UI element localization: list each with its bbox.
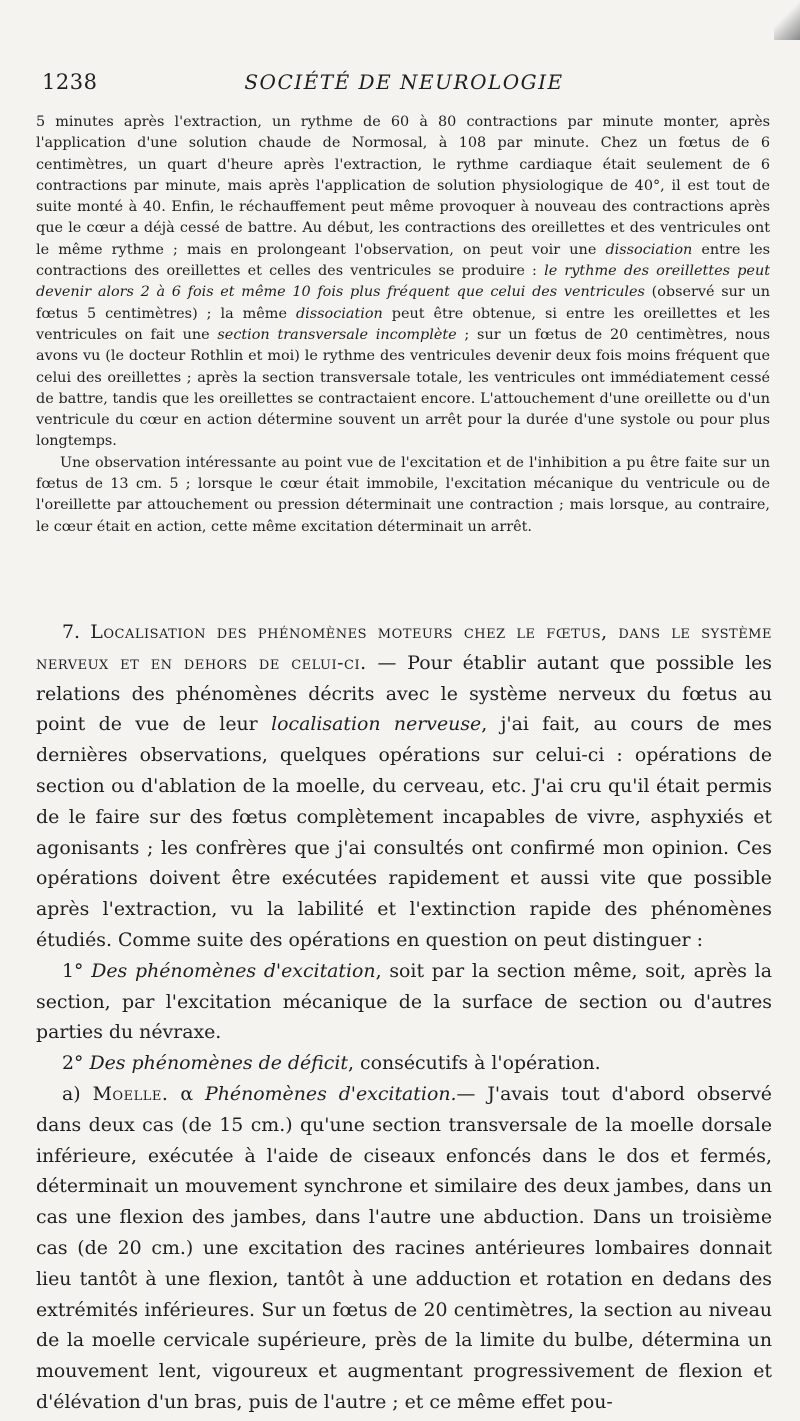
- italic-term: localisation nerveuse: [271, 713, 482, 736]
- section-7-paragraph: 7. Localisation des phénomènes moteurs chez le fœtus, dans le système nerveux et en dehors de celui-ci. — Pour établir autant que possible les relations des phénomènes décrits avec le système nerveux du fœtus au point de vue de leur localisation nerveuse, j'ai fait, au cours de mes dernières observations, quelques opérations sur celui-ci : opérations de section ou d'ablation de la moelle, du cerveau, etc. J'ai cru qu'il était permis de le faire sur des fœtus complètement incapables de vivre, asphyxiés et agonisants ; les confrères que j'ai consultés ont confirmé mon opinion. Ces opérations doivent être exécutées rapidement et aussi vite que possible après l'extraction, vu la labilité et l'extinction rapide des phénomènes étudiés. Comme suite des opérations en question on peut distinguer :: [36, 621, 772, 951]
- section-number: 7.: [62, 621, 81, 643]
- italic-term: section transversale incomplète: [217, 326, 457, 343]
- paragraph-observation: Une observation intéressante au point vue de l'excitation et de l'inhibition a pu être faite sur un fœtus de 13 cm. 5 ; lorsque le cœur était immobile, l'excitation mécanique du ventricule ou de l'oreillette par attouchement ou pression déterminait une contraction ; mais lorsque, au contraire, le cœur était en action, cette même excitation déterminait un arrêt.: [36, 454, 770, 535]
- section-heading: Localisation des phénomènes moteurs chez le fœtus, dans le système nerveux et en dehors de celui-ci.: [36, 621, 772, 674]
- page-header: [36, 70, 772, 102]
- list-item-2: 2° Des phénomènes de déficit, consécutifs à l'opération.: [62, 1052, 601, 1075]
- italic-phrase: le rythme des oreillettes peut devenir alors 2 à 6 fois et même 10 fois plus fréquent que celui des ventricules: [36, 263, 770, 301]
- item-title: Des phénomènes de déficit: [89, 1052, 348, 1075]
- page-edge-shadow: [774, 0, 800, 40]
- page-number: 1238: [42, 70, 98, 94]
- list-item-1: 1° Des phénomènes d'excitation, soit par la section même, soit, après la section, par l'excitation mécanique de la surface de section ou d'autres parties du névraxe.: [36, 959, 772, 1044]
- subsection-title: Phénomènes d'excitation.: [205, 1082, 457, 1105]
- main-text-block: [36, 617, 772, 1418]
- subsection-heading: Moelle.: [92, 1082, 169, 1105]
- subsection-moelle: a) Moelle. α Phénomènes d'excitation.— J'avais tout d'abord observé dans deux cas (de 15 cm.) qu'une section transversale de la moelle dorsale inférieure, exécutée à l'aide de ciseaux enfoncés dans le dos et fermés, déterminait un mouvement synchrone et similaire des deux jambes, dans un cas une flexion des jambes, dans l'autre une abduction. Dans un troisième cas (de 20 cm.) une excitation des racines antérieures lombaires donnait lieu tantôt à une flexion, tantôt à une adduction et rotation en dedans des extrémités inférieures. Sur un fœtus de 20 centimètres, la section au niveau de la moelle cervicale supérieure, près de la limite du bulbe, détermina un mouvement lent, vigoureux et augmentant progressivement de flexion et d'élévation d'un bras, puis de l'autre ; et ce même effet pou-: [36, 1082, 772, 1413]
- paragraph-heart-rhythm: 5 minutes après l'extraction, un rythme de 60 à 80 contractions par minute monter, après l'application d'une solution chaude de Normosal, à 108 par minute. Chez un fœtus de 6 centimètres, un quart d'heure après l'extraction, le rythme cardiaque était seulement de 6 contractions par minute, mais après l'application de solution physiologique de 40°, il est tout de suite monté à 40. Enfin, le réchauffement peut même provoquer à nouveau des contractions après que le cœur a déjà cessé de battre. Au début, les contractions des oreillettes et des ventricules ont le même rythme ; mais en prolongeant l'observation, on peut voir une dissociation entre les contractions des oreillettes et celles des ventricules se produire : le rythme des oreillettes peut devenir alors 2 à 6 fois et même 10 fois plus fréquent que celui des ventricules (observé sur un fœtus 5 centimètres) ; la même dissociation peut être obtenue, si entre les oreillettes et les ventricules on fait une section transversale incomplète ; sur un fœtus de 20 centimètres, nous avons vu (le docteur Rothlin et moi) le rythme des ventricules devenir deux fois moins fréquent que celui des oreillettes ; après la section transversale totale, les ventricules ont immédiatement cessé de battre, tandis que les oreillettes se contractaient encore. L'attouchement d'une oreillette ou d'un ventricule du cœur en action détermine souvent un arrêt pour la durée d'une systole ou pour plus longtemps.: [36, 114, 770, 450]
- italic-term: dissociation: [605, 241, 693, 258]
- italic-term: dissociation: [295, 305, 383, 322]
- book-page: [36, 0, 772, 1421]
- small-print-block: [36, 112, 770, 538]
- item-title: Des phénomènes d'excitation: [91, 959, 376, 982]
- running-title: SOCIÉTÉ DE NEUROLOGIE: [244, 70, 564, 94]
